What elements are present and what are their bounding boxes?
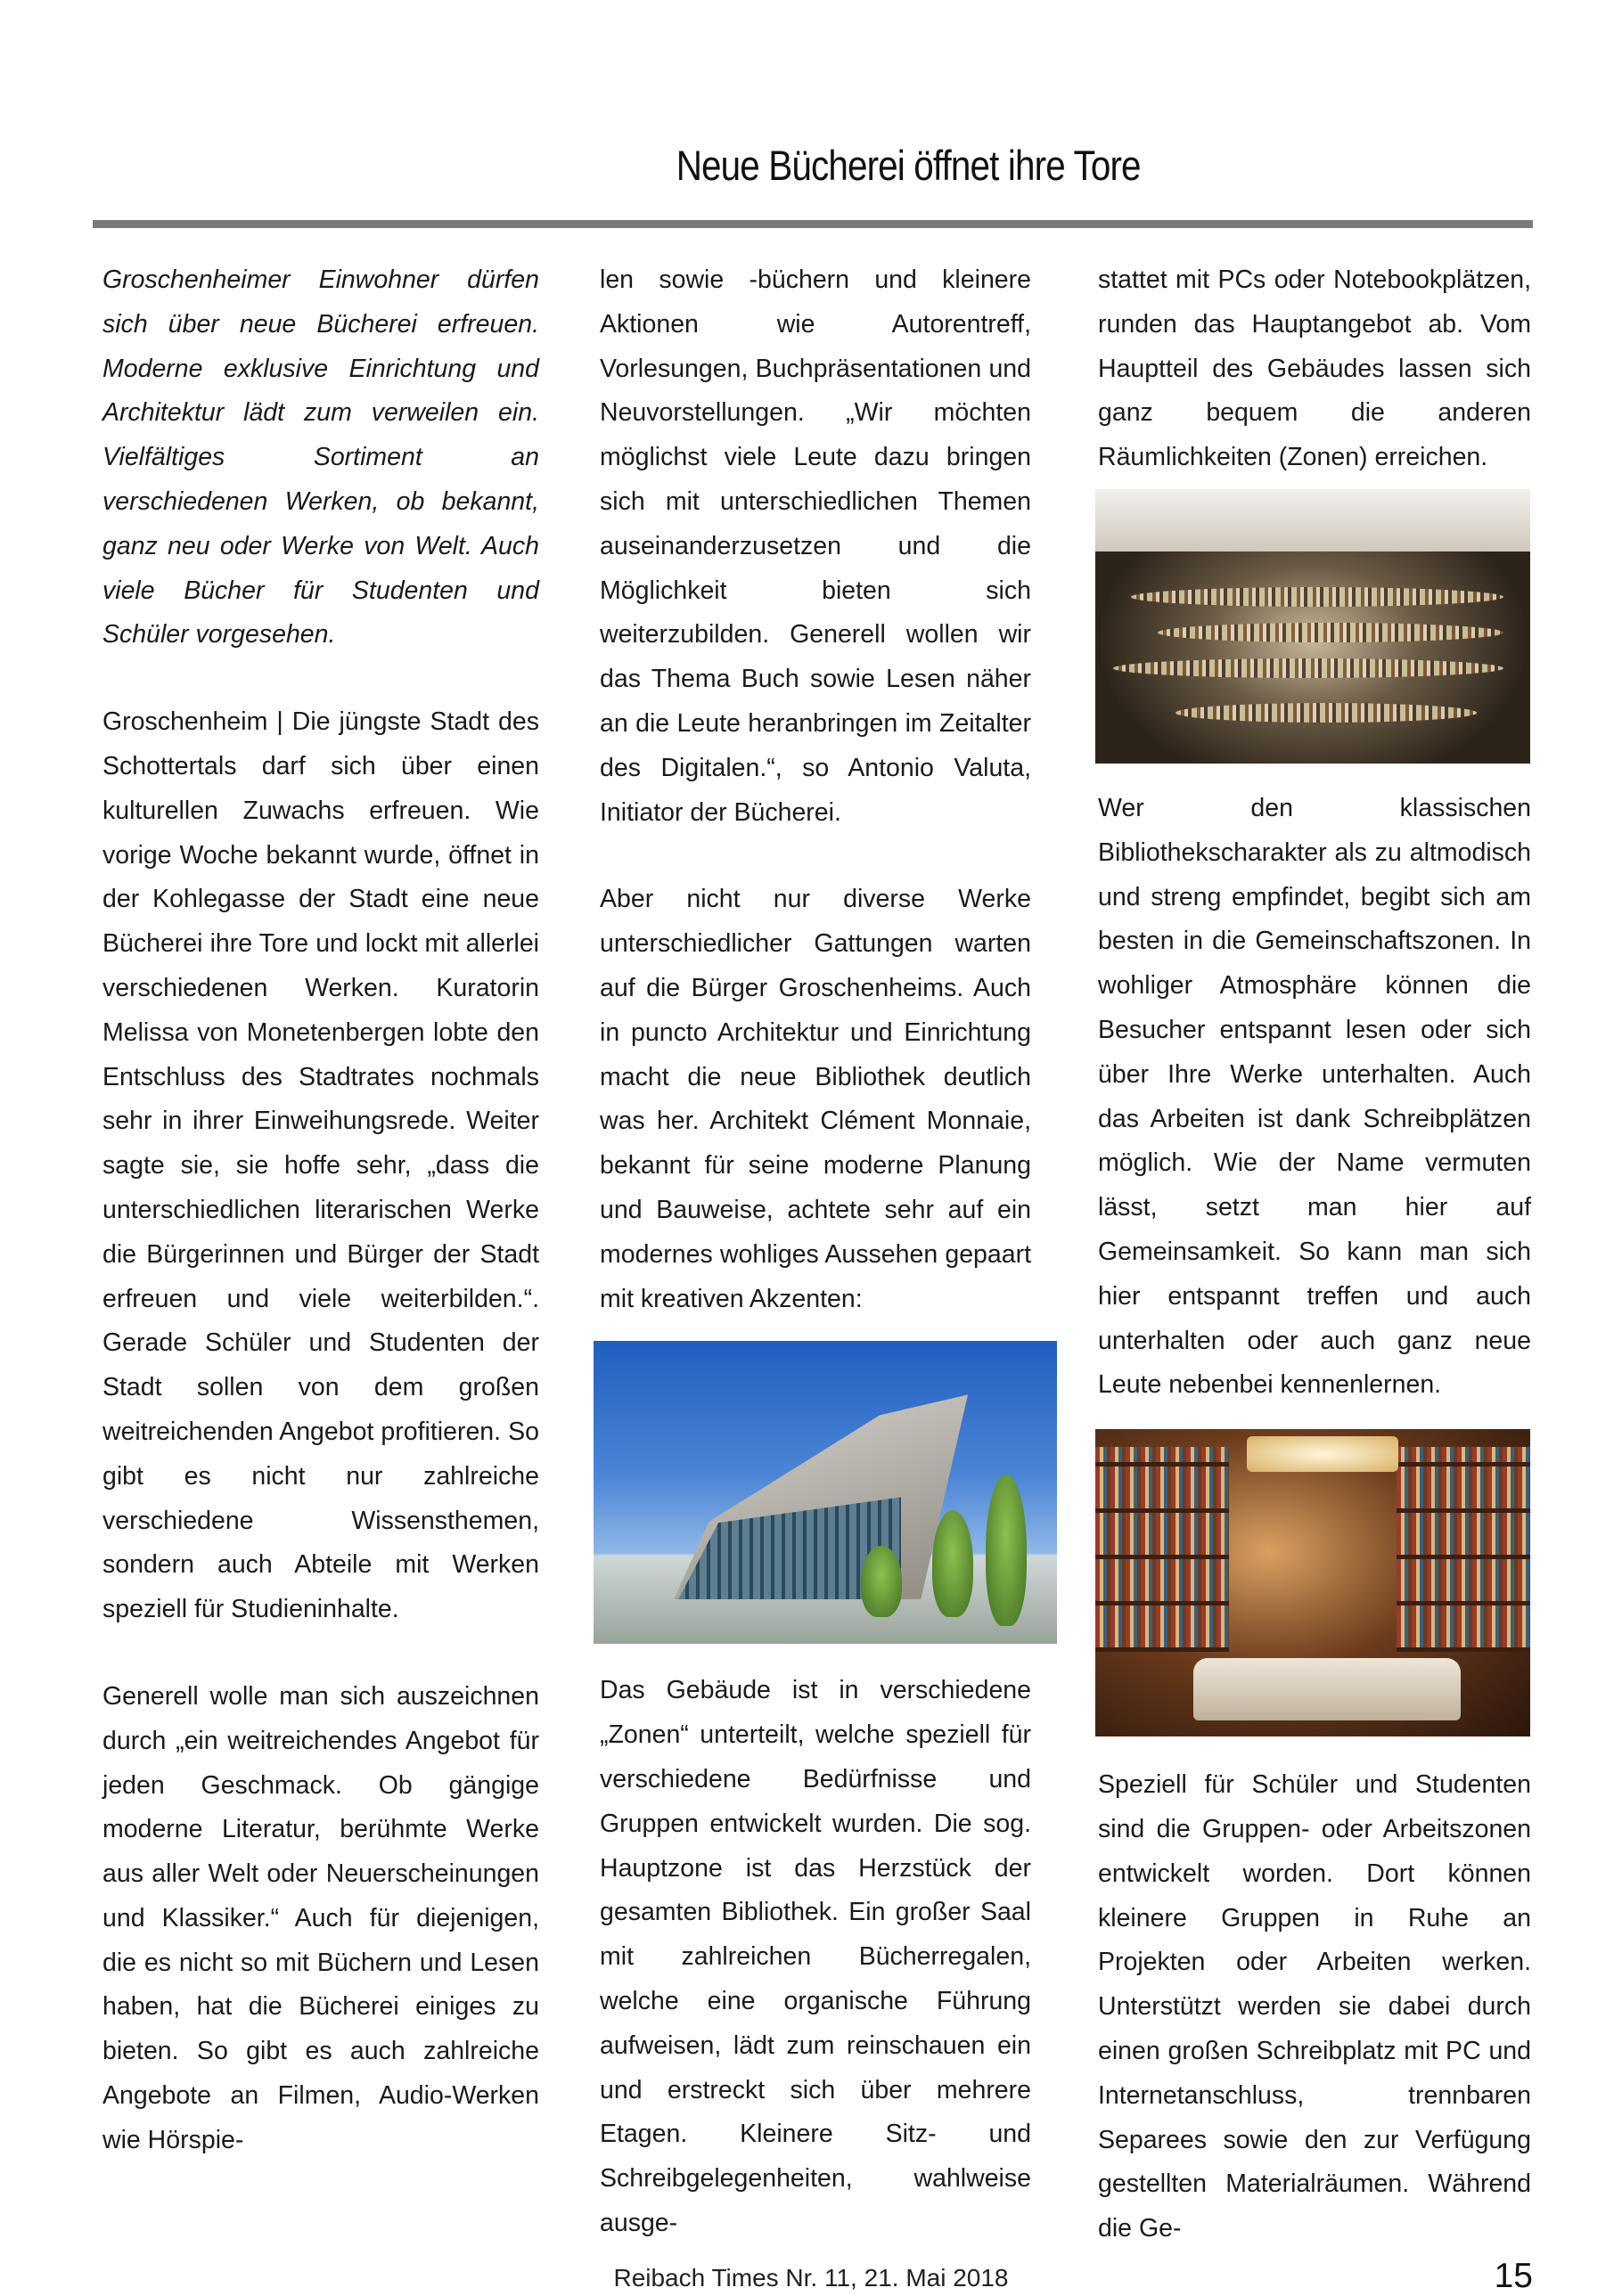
page-number: 15 [1494, 2257, 1533, 2295]
shelf-shape [1131, 587, 1503, 607]
tree-shape [932, 1510, 973, 1617]
paragraph: Speziell für Schüler und Studenten sind die Gruppen- oder Arbeitszonen entwickelt worden. Dort können kleinere Gruppen in Ruhe an Projekten oder Arbeiten werken. Unterstützt werden sie dabei durch einen großen Schreibplatz mit PC und Internetanschluss, trennbaren Separees sowie den zur Verfügung gestellten Materialräumen. Während die Ge- [1098, 1770, 1531, 2243]
ceiling-shape [1095, 489, 1530, 552]
paragraph [102, 700, 539, 1632]
library-building-photo [594, 1341, 1057, 1644]
dateline-separator: | [276, 707, 283, 737]
paragraph: stattet mit PCs oder Notebookplätzen, runden das Hauptangebot ab. Vom Hauptteil des Gebäudes lassen sich ganz bequem die anderen Räumlichkeiten (Zonen) erreichen. [1098, 266, 1531, 472]
sofa-shape [1193, 1658, 1461, 1720]
headline-rule [93, 220, 1533, 228]
paragraph: Das Gebäude ist in verschiedene „Zonen“ unterteilt, welche speziell für verschiedene Bedürfnisse und Gruppen entwickelt wurden. Die sog. Hauptzone ist das Herzstück der gesamten Bibliothek. Ein großer Saal mit zahlreichen Bücherregalen, welche eine organische Führung aufweisen, lädt zum reinschauen ein und erstreckt sich über mehrere Etagen. Kleinere Sitz- und Schreibgelegenheiten, wahlweise ausge- [600, 1676, 1031, 2237]
paragraph: Wer den klassischen Bibliothekscharakter als zu altmodisch und streng empfindet, begibt sich am besten in die Gemeinschaftszonen. In wohliger Atmosphäre können die Besucher entspannt lesen oder sich über Ihre Werke unterhalten. Auch das Arbeiten ist dank Schreibplätzen möglich. Wie der Name vermuten lässt, setzt man hier auf Gemeinsamkeit. So kann man sich hier entspannt treffen und auch unterhalten oder auch ganz neue Leute nebenbei kennenlernen. [1098, 793, 1531, 1400]
tree-shape [861, 1546, 902, 1617]
main-hall-photo [1095, 489, 1530, 764]
paragraph-text: Die jüngste Stadt des Schottertals darf sich über einen kulturellen Zuwachs erfreuen. Wie vorige Woche bekannt wurde, öffnet in der Kohlegasse der Stadt eine neue Bücherei ihre Tore und lockt mit allerlei verschiedenen Werken. Kuratorin Melissa von Monetenbergen lobte den Entschluss des Stadtrates nochmals sehr in ihrer Einweihungsrede. Weiter sagte sie, sie hoffe sehr, „dass die unterschiedlichen literarischen Werke die Bürgerinnen und Bürger der Stadt erfreuen und viele weiterbilden.“. Gerade Schüler und Studenten der Stadt sollen von dem großen weitreichenden Angebot profitieren. So gibt es nicht nur zahlreiche verschiedene Wissensthemen, sondern auch Abteile mit Werken speziell für Studieninhalte. [102, 707, 539, 1624]
article-lead: Groschenheimer Einwohner dürfen sich über neue Bücherei erfreuen. Moderne exklusive Einrichtung und Architektur lädt zum verweilen ein. Vielfältiges Sortiment an verschiedenen Werken, ob bekannt, ganz neu oder Werke von Welt. Auch viele Bücher für Studenten und Schüler vorgesehen. [102, 266, 539, 650]
paragraph: len sowie -büchern und kleinere Aktionen wie Autorentreff, Vorlesungen, Buchpräsentationen und Neuvorstellungen. „Wir möchten möglichst viele Leute dazu bringen sich mit unterschiedlichen Themen auseinanderzusetzen und die Möglichkeit bieten sich weiterzubilden. Generell wollen wir das Thema Buch sowie Lesen näher an die Leute heranbringen im Zeitalter des Digitalen.“, so Antonio Valuta, Initiator der Bücherei. [600, 266, 1031, 827]
dateline: Groschenheim [102, 707, 268, 737]
footer-publication: Reibach Times Nr. 11, 21. Mai 2018 [613, 2264, 1009, 2292]
ceiling-lamp-shape [1247, 1436, 1398, 1472]
shelf-shape [1176, 703, 1477, 723]
column-1 [102, 258, 539, 2163]
article-headline: Neue Bücherei öffnet ihre Tore [676, 142, 1141, 189]
paragraph: Aber nicht nur diverse Werke unterschiedlicher Gattungen warten auf die Bürger Groschenheims. Auch in puncto Architektur und Einrichtung macht die neue Bibliothek deutlich was her. Architekt Clément Monnaie, bekannt für seine moderne Planung und Bauweise, achtete sehr auf ein modernes wohliges Aussehen gepaart mit kreativen Akzenten: [600, 885, 1031, 1313]
column-3 [1098, 258, 1531, 2251]
paragraph: Generell wolle man sich auszeichnen durch „ein weitreichendes Angebot für jeden Geschmack. Ob gängige moderne Literatur, berühmte Werke aus aller Welt oder Neuerscheinungen und Klassiker.“ Auch für diejenigen, die es nicht so mit Büchern und Lesen haben, hat die Bücherei einiges zu bieten. So gibt es auch zahlreiche Angebote an Filmen, Audio-Werken wie Hörspie- [102, 1681, 539, 2154]
shelf-shape [1113, 658, 1503, 678]
reading-room-photo [1095, 1429, 1530, 1736]
shelf-shape [1158, 623, 1503, 642]
tree-shape [986, 1475, 1027, 1626]
column-2 [600, 258, 1031, 2246]
bookshelf-shape [1397, 1447, 1530, 1652]
bookshelf-shape [1095, 1447, 1229, 1652]
